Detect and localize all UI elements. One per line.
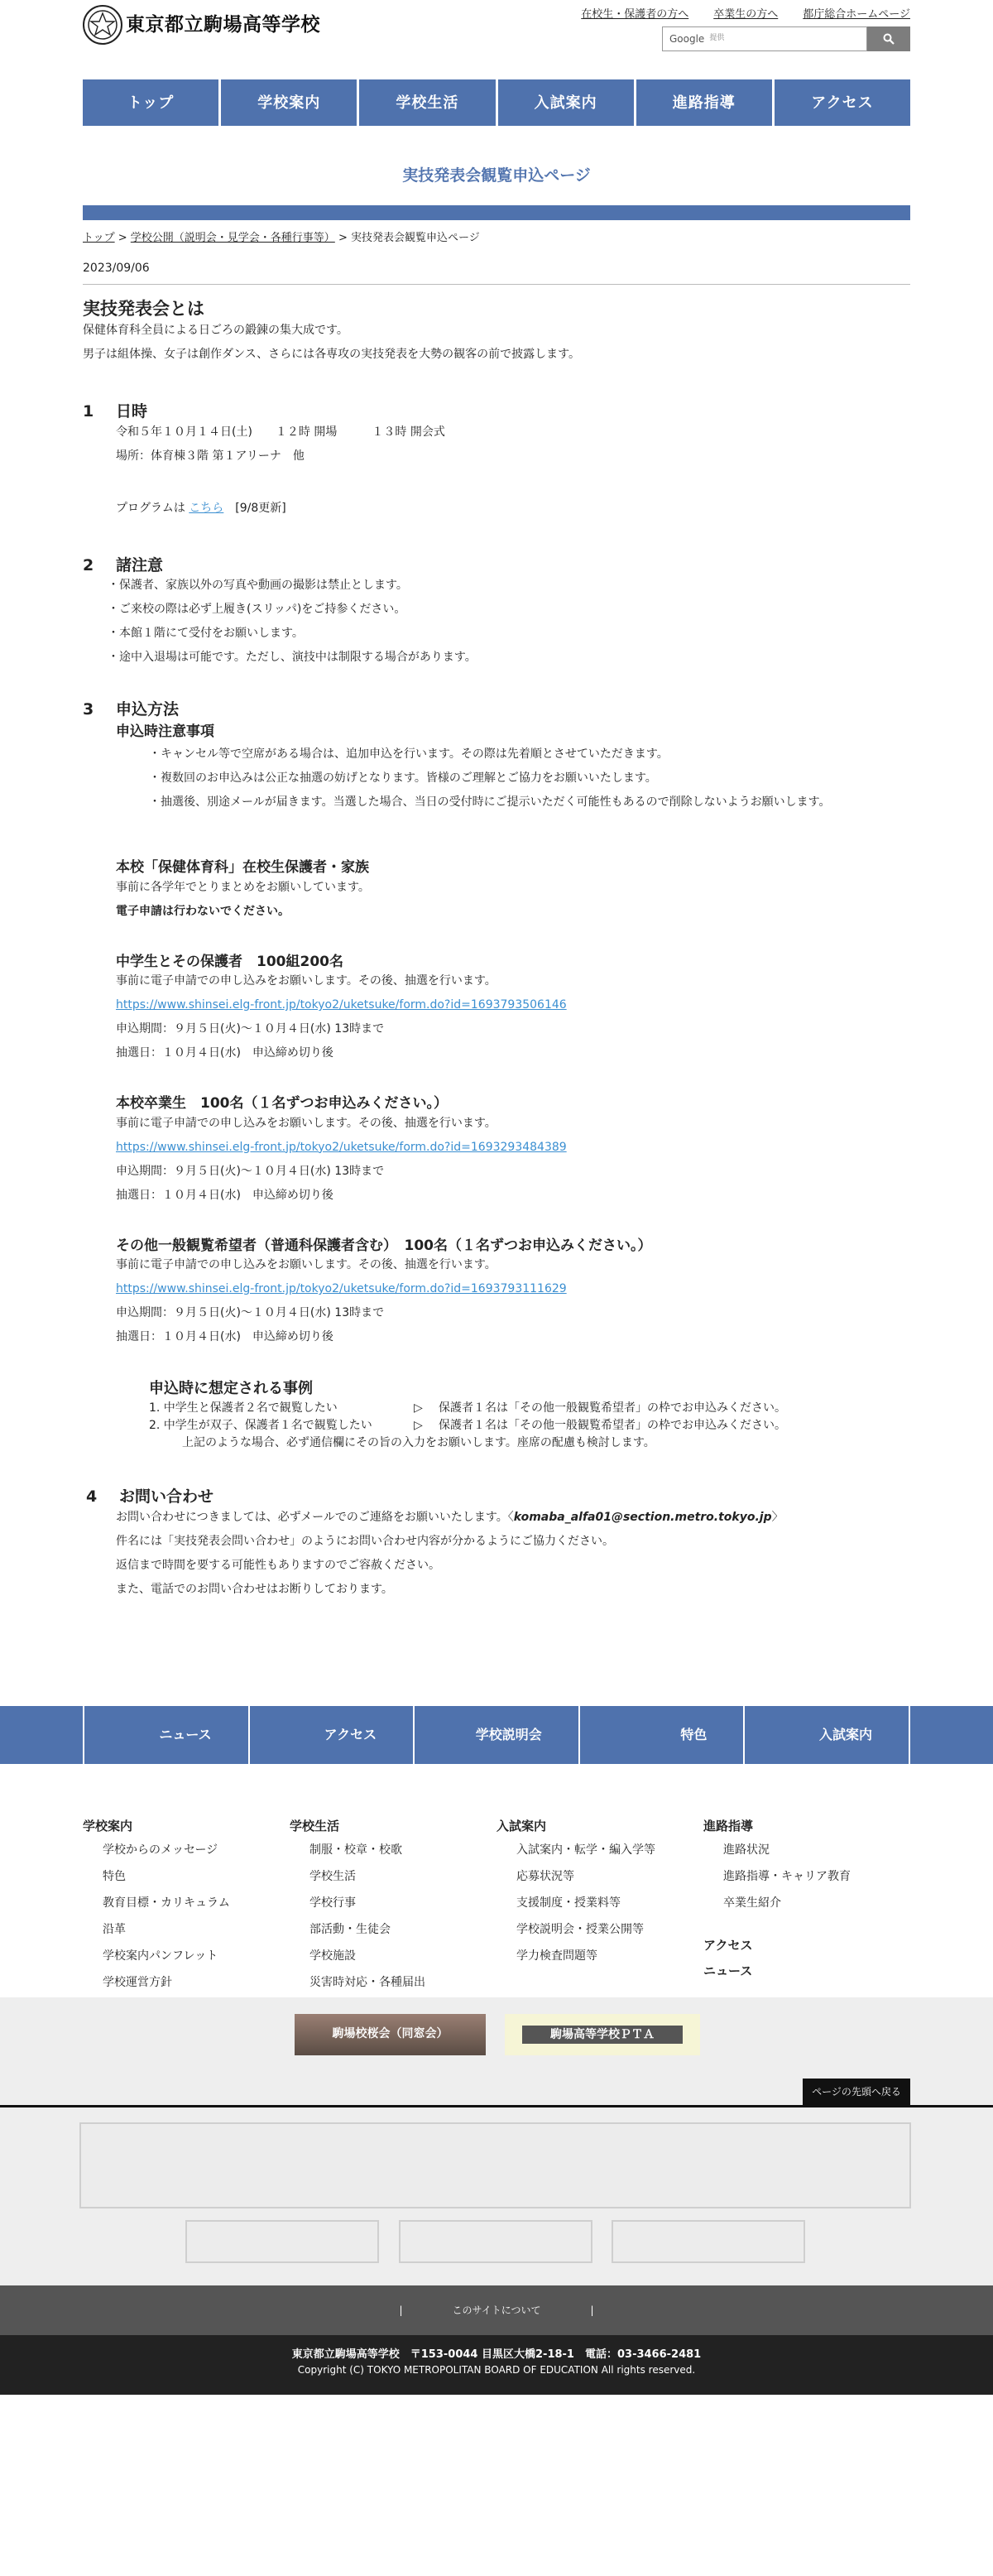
search-icon [883,33,895,45]
apply-note: ・複数回のお申込みは公正な抽選の妨げとなります。皆様のご理解とご協力をお願いいたします。 [149,771,657,785]
school-emblem-icon [83,5,122,45]
sitemap-link[interactable]: 部活動・生徒会 [309,1923,391,1936]
group-junior-period: 申込期間：９月５日(火)～１０月４日(水) 13時まで [116,1022,385,1036]
contact-line [83,1509,910,1526]
sitemap-link[interactable]: 学校案内パンフレット [103,1949,218,1963]
sitemap-link[interactable]: 災害時対応・各種届出 [309,1976,425,1989]
sitemap-link[interactable]: 進路指導・キャリア教育 [723,1870,851,1883]
group-junior-lottery: 抽選日：１０月４日(水) 申込締め切り後 [116,1046,333,1060]
copyright-area [0,2335,993,2395]
group-general-title: その他一般観覧希望者（普通科保護者含む） 100名（１名ずつお申込みください。） [116,1237,652,1254]
section-schedule-heading [83,400,910,424]
banner-area [0,1997,993,2105]
contact-text: また、電話でのお問い合わせはお断りしております。 [116,1582,393,1596]
fnav-access[interactable]: アクセス [248,1706,414,1764]
search-input[interactable] [662,26,867,51]
group-junior-form-link[interactable]: https://www.shinsei.elg-front.jp/tokyo2/uketsuke/form.do?id=1693793506146 [116,998,567,1012]
school-logo[interactable] [83,5,320,45]
alumni-banner[interactable]: 駒場校桜会（同窓会） [295,2014,486,2055]
utility-area [0,2105,993,2285]
arrow-icon: ▷ [414,1419,423,1432]
sitemap-link[interactable]: 学校生活 [309,1870,356,1883]
case-situation: 2. 中学生が双子、保護者１名で観覧したい [149,1419,372,1432]
sitemap-link[interactable]: 進路状況 [723,1843,770,1857]
sitemap-col-admissions [496,1817,703,1997]
footer-links [0,2285,993,2335]
sitemap-heading[interactable]: 学校案内 [83,1818,133,1833]
footer-separator: | [590,2304,594,2316]
case-row [83,1417,910,1435]
sitemap-link[interactable]: 卒業生紹介 [723,1896,781,1910]
sitemap-link[interactable]: 学校施設 [309,1949,356,1963]
case-row [83,1400,910,1417]
gnav-school-life[interactable]: 学校生活 [359,79,497,126]
section-number: 3 [83,700,94,718]
section-contact-heading [83,1485,910,1509]
school-address: 東京都立駒場高等学校 〒153-0044 目黒区大橋2-18-1 電話：03-3466-2481 [291,2348,702,2361]
group-alumni-form-link[interactable]: https://www.shinsei.elg-front.jp/tokyo2/uketsuke/form.do?id=1693293484389 [116,1140,567,1154]
notice-item: ・保護者、家族以外の写真や動画の撮影は禁止とします。 [108,579,408,592]
fnav-info-session[interactable]: 学校説明会 [413,1706,578,1764]
program-line [83,500,910,517]
pta-banner-label: 駒場高等学校ＰＴＡ [522,2026,683,2044]
breadcrumb-separator: > [114,232,131,244]
fnav-admissions[interactable]: 入試案内 [743,1706,910,1764]
case-situation: 1. 中学生と保護者２名で観覧したい [149,1401,338,1415]
section-number: 2 [83,555,94,574]
section-notes-heading [83,554,910,578]
link-graduates[interactable]: 卒業生の方へ [713,8,779,21]
group-junior-title: 中学生とその保護者 100組200名 [116,953,343,970]
pta-banner[interactable] [505,2014,700,2055]
sitemap-heading[interactable]: 学校生活 [290,1818,340,1833]
section-number: 1 [83,402,94,421]
group-junior-desc: 事前に電子申請での申し込みをお願いします。その後、抽選を行います。 [116,974,496,988]
link-students-parents[interactable]: 在校生・保護者の方へ [581,8,689,21]
group-alumni-desc: 事前に電子申請での申し込みをお願いします。その後、抽選を行います。 [116,1116,496,1130]
breadcrumb-current: 実技発表会観覧申込ページ [350,232,480,244]
apply-note: ・キャンセル等で空席がある場合は、追加申込を行います。その際は先着順とさせていただきます。 [149,747,669,761]
contact-text: お問い合わせにつきましては、必ずメールでのご連絡をお願いいたします。〈 [116,1510,514,1524]
about-site-link[interactable]: このサイトについて [452,2304,541,2316]
back-to-top-button[interactable]: ページの先頭へ戻る [803,2079,910,2105]
case-instruction: 保護者１名は「その他一般観覧希望者」の枠でお申込みください。 [439,1401,786,1415]
contact-email[interactable]: komaba_alfa01@section.metro.tokyo.jp [513,1510,772,1524]
group-pe-parents-text: 事前に各学年でとりまとめをお願いしています。 [116,880,370,894]
group-general-lottery: 抽選日：１０月４日(水) 申込締め切り後 [116,1330,333,1343]
cases-title: 申込時に想定される事例 [149,1380,313,1397]
group-alumni-title: 本校卒業生 100名（１名ずつお申込みください。） [116,1095,448,1112]
utility-slot [185,2220,379,2263]
apply-note: ・抽選後、別途メールが届きます。当選した場合、当日の受付時にご提示いただく可能性もあるので削除しないようお願いします。 [149,795,831,809]
site-search [662,26,910,51]
group-general-period: 申込期間：９月５日(火)～１０月４日(水) 13時まで [116,1306,385,1319]
section-title: 申込方法 [116,700,180,718]
footer-sitemap [83,1764,910,1997]
group-pe-parents-warning: 電子申請は行わないでください。 [116,904,290,918]
footer-nav [0,1706,993,1764]
sitemap-link[interactable]: 沿革 [103,1923,126,1936]
group-general-url-line [83,1281,910,1298]
breadcrumb-separator: > [334,232,351,244]
case-instruction: 保護者１名は「その他一般観覧希望者」の枠でお申込みください。 [439,1419,786,1432]
gnav-access[interactable]: アクセス [811,94,874,112]
utility-slot [612,2220,805,2263]
global-nav [83,79,910,126]
sitemap-heading[interactable]: アクセス [703,1938,753,1953]
breadcrumb-home[interactable]: トップ [83,232,115,244]
cases-note: 上記のような場合、必ず通信欄にその旨の入力をお願いします。座席の配慮も検討します。 [182,1436,655,1449]
sitemap-link[interactable]: 教育目標・カリキュラム [103,1896,230,1910]
search-brand: Google [669,33,705,45]
utility-slot [399,2220,592,2263]
sitemap-link[interactable]: 学校説明会・授業公開等 [516,1923,644,1936]
group-pe-parents-title: 本校「保健体育科」在校生保護者・家族 [116,859,369,876]
sitemap-link[interactable]: 応募状況等 [516,1870,574,1883]
page-title: 実技発表会観覧申込ページ [402,166,591,185]
post-date: 2023/09/06 [83,260,910,285]
link-metro-home[interactable]: 都庁総合ホームページ [803,8,910,21]
gnav-school-guide[interactable]: 学校案内 [221,79,359,126]
group-alumni-lottery: 抽選日：１０月４日(水) 申込締め切り後 [116,1188,333,1202]
site-header [83,0,910,56]
sitemap-col-school-guide [83,1817,290,1997]
intro-text: 保健体育科全員による日ごろの鍛錬の集大成です。 [83,324,348,337]
group-alumni-url-line [83,1139,910,1156]
schedule-datetime: 令和５年１０月１４日(土) １２時 開場 １３時 開会式 [116,425,445,439]
section-title: 諸注意 [116,555,164,574]
section-number: 4 [86,1487,98,1506]
group-general-form-link[interactable]: https://www.shinsei.elg-front.jp/tokyo2/uketsuke/form.do?id=1693793111629 [116,1282,567,1295]
section-title: お問い合わせ [119,1487,214,1506]
fnav-features[interactable]: 特色 [578,1706,744,1764]
sitemap-link[interactable]: 学校行事 [309,1896,356,1910]
sitemap-col-school-life [290,1817,496,1997]
school-name: 東京都立駒場高等学校 [126,13,320,36]
breadcrumb [83,230,910,247]
sitemap-link[interactable]: 学校からのメッセージ [103,1843,218,1857]
sitemap-link[interactable]: 学校運営方針 [103,1976,172,1989]
sitemap-link[interactable]: 支援制度・授業料等 [516,1896,621,1910]
footer-separator: | [399,2304,403,2316]
sitemap-heading[interactable]: 進路指導 [703,1818,754,1833]
intro-text: 男子は組体操、女子は創作ダンス、さらには各専攻の実技発表を大勢の観客の前で披露します。 [83,348,581,361]
arrow-icon: ▷ [414,1401,423,1415]
sitemap-link[interactable]: 学力検査問題等 [516,1949,597,1963]
contact-text: 〉 [771,1510,784,1524]
search-button[interactable] [867,26,910,51]
breadcrumb-parent[interactable]: 学校公開（説明会・見学会・各種行事等） [130,232,335,244]
sitemap-heading[interactable]: ニュース [703,1963,753,1978]
search-brand-sub: 提供 [709,34,725,43]
contact-text: 返信まで時間を要する可能性もありますのでご容赦ください。 [116,1558,440,1572]
fnav-news[interactable]: ニュース [83,1706,248,1764]
section-apply-heading [83,698,910,722]
group-general-desc: 事前に電子申請での申し込みをお願いします。その後、抽選を行います。 [116,1258,496,1271]
schedule-place: 場所：体育棟３階 第１アリーナ 他 [116,449,305,463]
gnav-top[interactable]: トップ [83,79,221,126]
sitemap-col-career [703,1817,910,1997]
intro-title: 実技発表会とは [83,298,204,319]
group-alumni-period: 申込期間：９月５日(火)～１０月４日(水) 13時まで [116,1164,385,1178]
utility-box [79,2122,911,2208]
program-label: プログラムは [116,501,189,515]
group-junior-url-line [83,997,910,1014]
program-update: [9/8更新] [223,501,286,515]
gnav-career[interactable]: 進路指導 [636,79,775,126]
contact-text: 件名には「実技発表会問い合わせ」のようにお問い合わせ内容が分かるようにご協力ください。 [116,1534,614,1548]
sitemap-link[interactable]: 制服・校章・校歌 [309,1843,402,1857]
copyright-text: Copyright (C) TOKYO METROPOLITAN BOARD OF EDUCATION All rights reserved. [297,2364,696,2376]
apply-notes-title: 申込時注意事項 [116,723,214,740]
sitemap-link[interactable]: 入試案内・転学・編入学等 [516,1843,655,1857]
sitemap-link[interactable]: 特色 [103,1870,126,1883]
notice-item: ・ご来校の際は必ず上履き(スリッパ)をご持参ください。 [108,603,406,616]
notice-item: ・本館１階にて受付をお願いします。 [108,627,304,640]
gnav-admissions[interactable]: 入試案内 [498,79,636,126]
notice-item: ・途中入退場は可能です。ただし、演技中は制限する場合があります。 [108,651,477,664]
sitemap-heading[interactable]: 入試案内 [496,1818,547,1833]
section-title: 日時 [116,402,148,421]
program-link[interactable]: こちら [189,501,224,515]
utility-links [581,7,910,23]
title-bar [83,205,910,220]
main-content [83,164,910,1598]
